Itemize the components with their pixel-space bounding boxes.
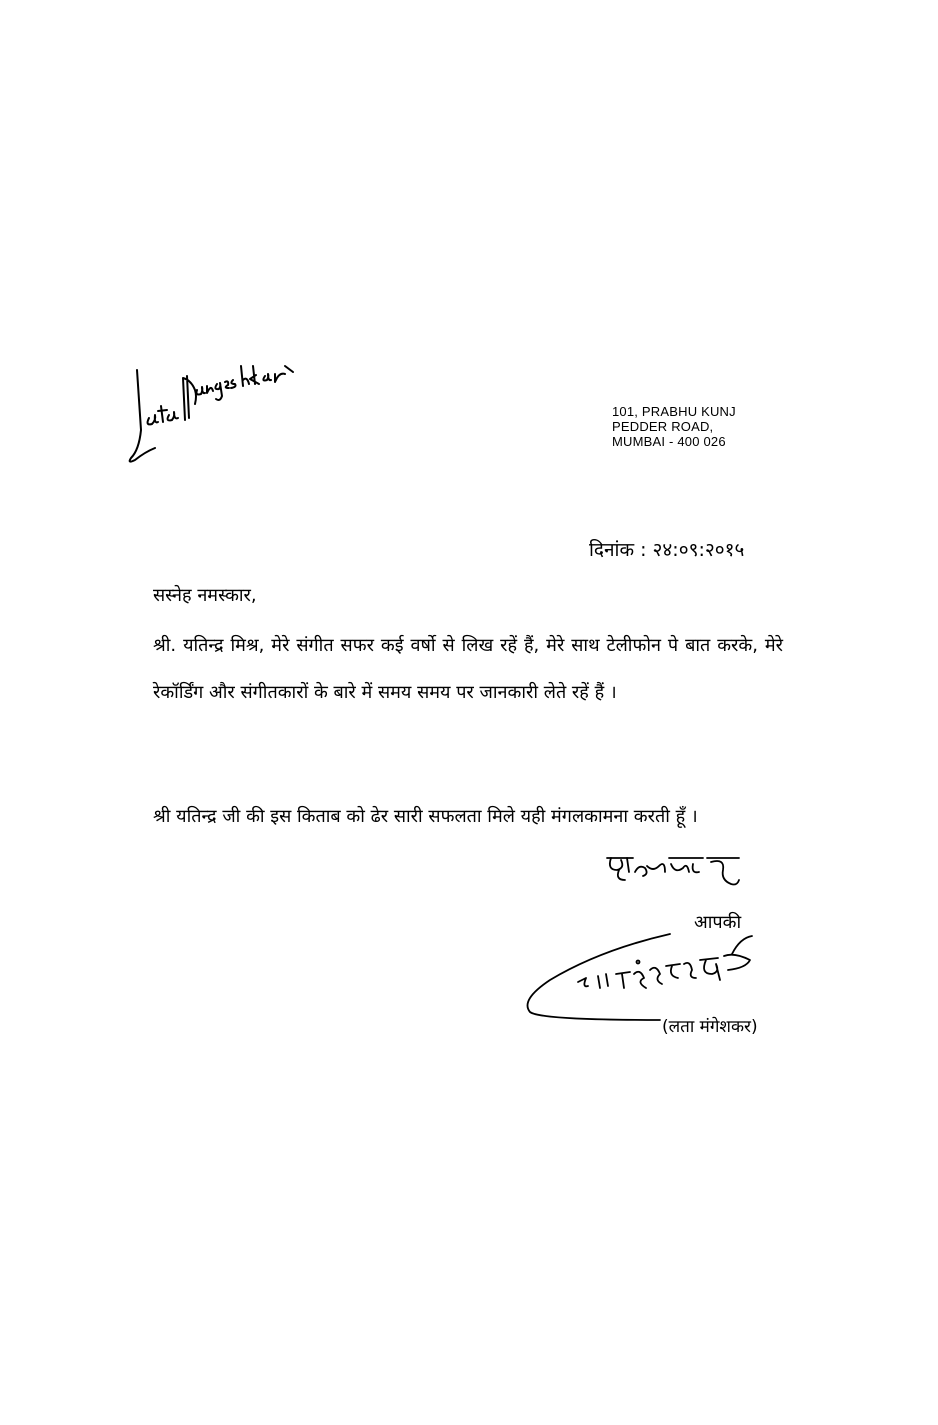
- letterhead-signature-logo: [125, 360, 305, 470]
- address-line: MUMBAI - 400 026: [612, 434, 726, 449]
- letter-paragraph: श्री यतिन्द्र जी की इस किताब को ढेर सारी सफलता मिले यही मंगलकामना करती हूँ ।: [153, 806, 698, 827]
- address-line: PEDDER ROAD,: [612, 419, 714, 434]
- signer-name: (लता मंगेशकर): [662, 1017, 758, 1037]
- letter-date: दिनांक : २४:०९:२०१५: [589, 539, 745, 561]
- handwritten-thanks: [603, 850, 743, 895]
- letter-paragraph: श्री. यतिन्द्र मिश्र, मेरे संगीत सफर कई वर्षो से लिख रहें हैं, मेरे साथ टेलीफोन पे बात करके, मेरे रेकॉर्डिंग और संगीतकारों के बारे में समय समय पर जानकारी लेते रहें हैं ।: [153, 635, 783, 703]
- letterhead-address: [612, 404, 736, 449]
- address-line: 101, PRABHU KUNJ: [612, 404, 736, 419]
- letter-greeting: सस्नेह नमस्कार,: [153, 585, 257, 606]
- letter-closing: आपकी: [694, 912, 742, 933]
